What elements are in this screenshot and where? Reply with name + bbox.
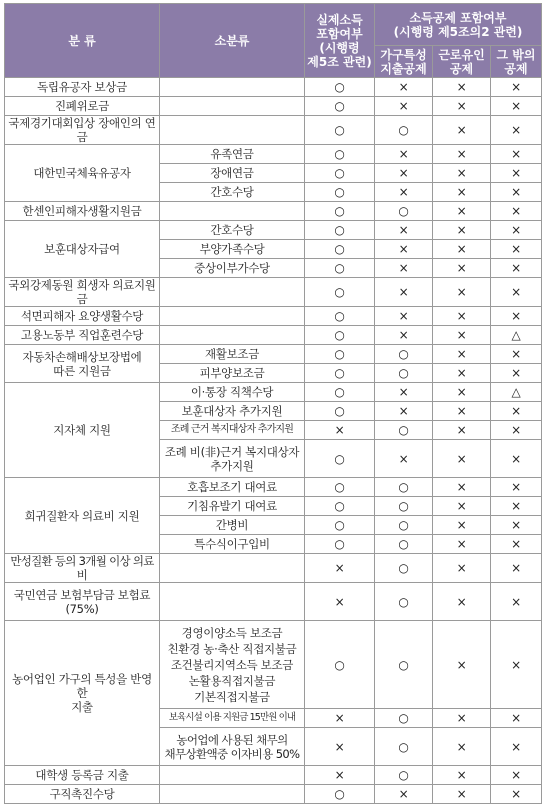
income-mark: ○ xyxy=(305,326,375,345)
subcategory-cell: 재활보조금 xyxy=(160,345,305,364)
header-subcategory: 소분류 xyxy=(160,4,305,78)
table-row xyxy=(5,621,542,709)
income-mark: × xyxy=(305,421,375,440)
other-mark: × xyxy=(491,202,542,221)
income-mark: ○ xyxy=(305,164,375,183)
category-cell: 국제경기대회입상 장애인의 연금 xyxy=(5,116,160,145)
category-cell: 진폐위로금 xyxy=(5,97,160,116)
household-mark: × xyxy=(375,183,433,202)
subcategory-cell: 호흡보조기 대여료 xyxy=(160,478,305,497)
subcategory-cell: 장애연금 xyxy=(160,164,305,183)
household-mark: × xyxy=(375,326,433,345)
household-mark: × xyxy=(375,307,433,326)
work-mark: × xyxy=(433,535,491,554)
other-mark: × xyxy=(491,402,542,421)
subcategory-cell: 경영이양소득 보조금 친환경 농·축산 직접지불금 조건불리지역소득 보조금 논활용직접지불금 기본직접지불금 xyxy=(160,621,305,709)
income-mark: ○ xyxy=(305,183,375,202)
work-mark: × xyxy=(433,478,491,497)
subcategory-cell: 조례 근거 복지대상자 추가지원 xyxy=(160,421,305,440)
category-cell: 대학생 등록금 지출 xyxy=(5,766,160,785)
table-row xyxy=(5,478,542,497)
work-mark: × xyxy=(433,259,491,278)
other-mark: × xyxy=(491,221,542,240)
work-mark: × xyxy=(433,497,491,516)
header-deduction-inclusion: 소득공제 포함여부 (시행령 제5조의2 관련) xyxy=(375,4,542,46)
category-cell: 지자체 지원 xyxy=(5,383,160,478)
other-mark: × xyxy=(491,183,542,202)
work-mark: × xyxy=(433,621,491,709)
income-mark: ○ xyxy=(305,78,375,97)
category-cell: 보훈대상자급여 xyxy=(5,221,160,278)
category-cell: 국민연금 보험부담금 보험료 (75%) xyxy=(5,583,160,621)
header-household-trait: 가구특성 지출공제 xyxy=(375,46,433,78)
category-cell: 희귀질환자 의료비 지원 xyxy=(5,478,160,554)
household-mark: ○ xyxy=(375,554,433,583)
table-row xyxy=(5,554,542,583)
work-mark: × xyxy=(433,583,491,621)
household-mark: ○ xyxy=(375,202,433,221)
other-mark: × xyxy=(491,164,542,183)
income-mark: ○ xyxy=(305,621,375,709)
subcategory-cell: 간호수당 xyxy=(160,183,305,202)
subcategory-cell: 간호수당 xyxy=(160,221,305,240)
other-mark: × xyxy=(491,516,542,535)
subcategory-cell xyxy=(160,97,305,116)
category-cell: 농어업인 가구의 특성을 반영한 지출 xyxy=(5,621,160,766)
other-mark: × xyxy=(491,307,542,326)
header-income-inclusion: 실제소득 포함여부 (시행령 제5조 관련) xyxy=(305,4,375,78)
subcategory-cell: 농어업에 사용된 채무의 채무상환액중 이자비용 50% xyxy=(160,728,305,766)
table-row xyxy=(5,78,542,97)
table-row xyxy=(5,145,542,164)
income-classification-table xyxy=(4,3,542,804)
other-mark: × xyxy=(491,535,542,554)
work-mark: × xyxy=(433,766,491,785)
income-mark: ○ xyxy=(305,497,375,516)
subcategory-cell: 이·통장 직책수당 xyxy=(160,383,305,402)
household-mark: × xyxy=(375,278,433,307)
household-mark: × xyxy=(375,259,433,278)
subcategory-cell xyxy=(160,278,305,307)
household-mark: ○ xyxy=(375,728,433,766)
other-mark: × xyxy=(491,478,542,497)
household-mark: × xyxy=(375,440,433,478)
category-cell: 구직촉진수당 xyxy=(5,785,160,804)
table-row xyxy=(5,97,542,116)
income-mark: ○ xyxy=(305,785,375,804)
income-mark: ○ xyxy=(305,221,375,240)
other-mark: × xyxy=(491,766,542,785)
work-mark: × xyxy=(433,78,491,97)
category-cell: 자동차손해배상보장법에 따른 지원금 xyxy=(5,345,160,383)
work-mark: × xyxy=(433,202,491,221)
subcategory-cell: 유족연금 xyxy=(160,145,305,164)
other-mark: × xyxy=(491,554,542,583)
table-row xyxy=(5,221,542,240)
work-mark: × xyxy=(433,421,491,440)
table-row xyxy=(5,785,542,804)
category-cell: 국외강제동원 희생자 의료지원금 xyxy=(5,278,160,307)
other-mark: × xyxy=(491,240,542,259)
work-mark: × xyxy=(433,183,491,202)
income-mark: ○ xyxy=(305,116,375,145)
work-mark: × xyxy=(433,516,491,535)
household-mark: ○ xyxy=(375,766,433,785)
subcategory-cell xyxy=(160,326,305,345)
income-mark: × xyxy=(305,728,375,766)
income-mark: ○ xyxy=(305,402,375,421)
category-cell: 고용노동부 직업훈련수당 xyxy=(5,326,160,345)
household-mark: ○ xyxy=(375,345,433,364)
work-mark: × xyxy=(433,345,491,364)
household-mark: ○ xyxy=(375,116,433,145)
other-mark: × xyxy=(491,421,542,440)
work-mark: × xyxy=(433,116,491,145)
income-mark: ○ xyxy=(305,97,375,116)
category-cell: 대한민국체육유공자 xyxy=(5,145,160,202)
subcategory-cell xyxy=(160,583,305,621)
household-mark: ○ xyxy=(375,478,433,497)
category-cell: 한센인피해자생활지원금 xyxy=(5,202,160,221)
household-mark: ○ xyxy=(375,535,433,554)
other-mark: × xyxy=(491,497,542,516)
income-mark: ○ xyxy=(305,278,375,307)
subcategory-cell: 조례 비(非)근거 복지대상자 추가지원 xyxy=(160,440,305,478)
subcategory-cell xyxy=(160,202,305,221)
household-mark: × xyxy=(375,145,433,164)
income-mark: × xyxy=(305,554,375,583)
other-mark: × xyxy=(491,728,542,766)
household-mark: ○ xyxy=(375,497,433,516)
income-mark: × xyxy=(305,766,375,785)
other-mark: × xyxy=(491,259,542,278)
header-other: 그 밖의 공제 xyxy=(491,46,542,78)
income-mark: ○ xyxy=(305,535,375,554)
work-mark: × xyxy=(433,97,491,116)
income-mark: ○ xyxy=(305,478,375,497)
household-mark: × xyxy=(375,78,433,97)
other-mark: × xyxy=(491,440,542,478)
subcategory-cell: 보육시설 이용 지원금 15만원 이내 xyxy=(160,709,305,728)
household-mark: ○ xyxy=(375,364,433,383)
other-mark: × xyxy=(491,345,542,364)
header-work-incentive: 근로유인 공제 xyxy=(433,46,491,78)
household-mark: × xyxy=(375,164,433,183)
subcategory-cell xyxy=(160,785,305,804)
income-mark: ○ xyxy=(305,202,375,221)
category-cell: 독립유공자 보상금 xyxy=(5,78,160,97)
household-mark: × xyxy=(375,97,433,116)
work-mark: × xyxy=(433,278,491,307)
table-row xyxy=(5,766,542,785)
work-mark: × xyxy=(433,326,491,345)
subcategory-cell: 중상이부가수당 xyxy=(160,259,305,278)
work-mark: × xyxy=(433,307,491,326)
work-mark: × xyxy=(433,554,491,583)
other-mark: △ xyxy=(491,383,542,402)
other-mark: × xyxy=(491,145,542,164)
household-mark: × xyxy=(375,240,433,259)
other-mark: × xyxy=(491,278,542,307)
table-row xyxy=(5,202,542,221)
income-mark: ○ xyxy=(305,516,375,535)
subcategory-cell xyxy=(160,78,305,97)
work-mark: × xyxy=(433,728,491,766)
household-mark: × xyxy=(375,221,433,240)
work-mark: × xyxy=(433,785,491,804)
table-row xyxy=(5,345,542,364)
header-category: 분 류 xyxy=(5,4,160,78)
income-mark: ○ xyxy=(305,440,375,478)
subcategory-cell: 피부양보조금 xyxy=(160,364,305,383)
income-mark: ○ xyxy=(305,307,375,326)
subcategory-cell: 기침유발기 대여료 xyxy=(160,497,305,516)
other-mark: × xyxy=(491,116,542,145)
household-mark: × xyxy=(375,383,433,402)
income-mark: × xyxy=(305,583,375,621)
work-mark: × xyxy=(433,164,491,183)
table-row xyxy=(5,278,542,307)
income-mark: ○ xyxy=(305,240,375,259)
income-mark: ○ xyxy=(305,383,375,402)
table-row xyxy=(5,326,542,345)
subcategory-cell: 보훈대상자 추가지원 xyxy=(160,402,305,421)
work-mark: × xyxy=(433,145,491,164)
household-mark: ○ xyxy=(375,421,433,440)
work-mark: × xyxy=(433,402,491,421)
table-row xyxy=(5,383,542,402)
category-cell: 만성질환 등의 3개월 이상 의료비 xyxy=(5,554,160,583)
income-mark: ○ xyxy=(305,259,375,278)
other-mark: × xyxy=(491,364,542,383)
subcategory-cell xyxy=(160,766,305,785)
household-mark: ○ xyxy=(375,621,433,709)
income-mark: × xyxy=(305,709,375,728)
other-mark: × xyxy=(491,785,542,804)
household-mark: ○ xyxy=(375,709,433,728)
other-mark: × xyxy=(491,709,542,728)
subcategory-cell xyxy=(160,307,305,326)
work-mark: × xyxy=(433,221,491,240)
subcategory-cell xyxy=(160,116,305,145)
other-mark: × xyxy=(491,621,542,709)
subcategory-cell: 부양가족수당 xyxy=(160,240,305,259)
household-mark: × xyxy=(375,785,433,804)
work-mark: × xyxy=(433,383,491,402)
household-mark: × xyxy=(375,402,433,421)
category-cell: 석면피해자 요양생활수당 xyxy=(5,307,160,326)
table-body xyxy=(5,78,542,804)
work-mark: × xyxy=(433,440,491,478)
household-mark: ○ xyxy=(375,583,433,621)
subcategory-cell: 간병비 xyxy=(160,516,305,535)
other-mark: × xyxy=(491,78,542,97)
income-mark: ○ xyxy=(305,364,375,383)
subcategory-cell xyxy=(160,554,305,583)
other-mark: × xyxy=(491,97,542,116)
income-mark: ○ xyxy=(305,345,375,364)
table-row xyxy=(5,116,542,145)
other-mark: △ xyxy=(491,326,542,345)
work-mark: × xyxy=(433,240,491,259)
other-mark: × xyxy=(491,583,542,621)
table-row xyxy=(5,307,542,326)
work-mark: × xyxy=(433,364,491,383)
subcategory-cell: 특수식이구입비 xyxy=(160,535,305,554)
household-mark: ○ xyxy=(375,516,433,535)
income-mark: ○ xyxy=(305,145,375,164)
work-mark: × xyxy=(433,709,491,728)
table-row xyxy=(5,583,542,621)
